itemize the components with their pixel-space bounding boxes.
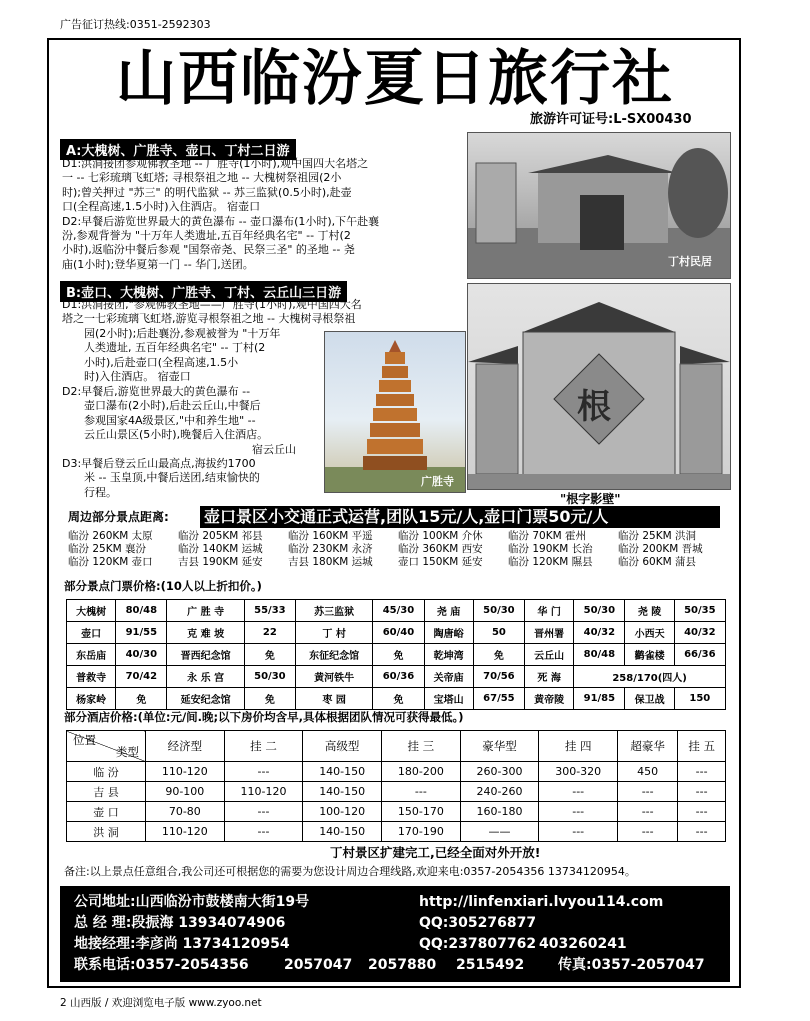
company-address: 公司地址:山西临汾市鼓楼南大街19号 xyxy=(74,894,310,910)
table-cell: --- xyxy=(618,822,678,842)
dingcun-photo xyxy=(467,132,731,279)
tour-b-itinerary-top xyxy=(62,298,462,327)
table-cell: 尧 庙 xyxy=(424,600,473,622)
table-cell: 普救寺 xyxy=(67,666,116,688)
distance-item: 临汾 200KM 晋城 xyxy=(618,543,703,555)
table-cell: 91/55 xyxy=(116,622,167,644)
distance-grid xyxy=(68,530,728,569)
table-cell: 240-260 xyxy=(460,782,539,802)
column-header: 豪华型 xyxy=(460,731,539,762)
contact-row xyxy=(74,934,716,955)
tour-a-line: 汾,参观背誉为 "十万年人类遗址,五百年经典名宅" -- 丁村(2 xyxy=(62,229,351,243)
gen-character: 根 xyxy=(577,387,611,427)
table-row xyxy=(67,802,726,822)
table-cell: 尧 陵 xyxy=(625,600,674,622)
tour-b-line: 塔之一七彩琉璃飞虹塔,游览寻根祭祖之地 -- 大槐树寻根祭祖 xyxy=(62,312,356,326)
qq-number: 403260241 xyxy=(539,936,627,952)
general-manager: 总 经 理:段振海 13934074906 xyxy=(74,915,286,931)
table-cell: 免 xyxy=(373,644,424,666)
table-cell: 洪 洞 xyxy=(67,822,146,842)
table-cell: 60/36 xyxy=(373,666,424,688)
table-cell: 50 xyxy=(473,622,524,644)
distance-item: 临汾 205KM 祁县 xyxy=(178,530,263,542)
qq-number: QQ:237807762 xyxy=(419,936,537,952)
table-cell: 150-170 xyxy=(382,802,461,822)
fax-number: 传真:0357-2057047 xyxy=(558,957,705,973)
distance-item: 吉县 180KM 运城 xyxy=(288,556,373,568)
phone-number: 联系电话:0357-2054356 xyxy=(74,957,249,973)
tour-a-heading: A:大槐树、广胜寺、壶口、丁村二日游 xyxy=(60,139,296,160)
distance-item: 壶口 150KM 延安 xyxy=(398,556,483,568)
license-number: 旅游许可证号:L-SX00430 xyxy=(530,112,692,127)
table-row xyxy=(67,762,726,782)
tour-b-line: D1:洪洞接团,"参观佛教圣地——广胜寺(1小时),观中国四大名 xyxy=(62,298,362,311)
hotel-price-table xyxy=(66,730,726,842)
table-cell: 小西天 xyxy=(625,622,674,644)
table-cell: 140-150 xyxy=(303,782,382,802)
contact-panel xyxy=(60,886,730,982)
tour-b-line: D2:早餐后,游览世界最大的黄色瀑布 -- xyxy=(62,385,251,398)
column-header: 挂 四 xyxy=(539,731,618,762)
gen-screen-photo xyxy=(467,283,731,490)
tickets-heading: 部分景点门票价格:(10人以上折扣价。) xyxy=(64,579,262,593)
table-cell: 临 汾 xyxy=(67,762,146,782)
table-row xyxy=(67,600,726,622)
distance-item: 临汾 160KM 平遥 xyxy=(288,530,373,542)
table-cell: 300-320 xyxy=(539,762,618,782)
table-cell: 80/48 xyxy=(116,600,167,622)
table-cell: 22 xyxy=(244,622,295,644)
table-cell: 壶口 xyxy=(67,622,116,644)
table-cell: 保卫战 xyxy=(625,688,674,710)
distance-item: 临汾 70KM 霍州 xyxy=(508,530,586,542)
table-cell: 免 xyxy=(473,644,524,666)
distance-item: 临汾 120KM 壶口 xyxy=(68,556,153,568)
table-cell: --- xyxy=(618,802,678,822)
table-cell: 黄帝陵 xyxy=(525,688,574,710)
table-cell: 110-120 xyxy=(224,782,303,802)
tour-a-itinerary xyxy=(62,157,462,272)
distance-item: 临汾 230KM 永济 xyxy=(288,543,373,555)
table-cell: 东征纪念馆 xyxy=(296,644,373,666)
table-cell: --- xyxy=(382,782,461,802)
table-row xyxy=(67,666,726,688)
table-cell: 450 xyxy=(618,762,678,782)
table-cell: --- xyxy=(678,762,726,782)
phone-number: 2057880 xyxy=(368,957,437,973)
corner-type-label: 类型 xyxy=(116,745,139,759)
column-header: 高级型 xyxy=(303,731,382,762)
table-cell: 永 乐 宫 xyxy=(167,666,244,688)
table-row xyxy=(67,822,726,842)
page-footer: 2 山西版 / 欢迎浏览电子版 www.zyoo.net xyxy=(60,997,262,1009)
distance-item: 临汾 360KM 西安 xyxy=(398,543,483,555)
distance-row xyxy=(68,543,728,556)
table-cell: 40/30 xyxy=(116,644,167,666)
tour-b-line: 米 -- 玉皇顶,中餐后送团,结束愉快的 xyxy=(84,471,260,485)
distance-item: 临汾 100KM 介休 xyxy=(398,530,483,542)
table-cell: 晋州署 xyxy=(525,622,574,644)
table-cell: 免 xyxy=(116,688,167,710)
table-cell: 258/170(四人) xyxy=(574,666,726,688)
page-title: 山西临汾夏日旅行社 xyxy=(116,44,674,114)
pagoda-illustration xyxy=(325,332,465,492)
tour-a-line: 庙(1小时);登华夏第一门 -- 华门,送团。 xyxy=(62,257,254,271)
distance-item: 临汾 120KM 隰县 xyxy=(508,556,593,568)
table-cell: 55/33 xyxy=(244,600,295,622)
table-cell: 50/35 xyxy=(674,600,725,622)
column-header: 挂 五 xyxy=(678,731,726,762)
table-row xyxy=(67,688,726,710)
table-cell: 110-120 xyxy=(146,762,225,782)
table-cell: 克 难 坡 xyxy=(167,622,244,644)
table-cell: 宝塔山 xyxy=(424,688,473,710)
table-cell: 100-120 xyxy=(303,802,382,822)
table-cell: 黄河铁牛 xyxy=(296,666,373,688)
phone-number: 2515492 xyxy=(456,957,525,973)
table-cell: 260-300 xyxy=(460,762,539,782)
column-header: 经济型 xyxy=(146,731,225,762)
table-cell: 免 xyxy=(244,644,295,666)
tour-b-line: 人类遗址, 五百年经典名宅" -- 丁村(2 xyxy=(84,341,266,355)
table-cell: 70/42 xyxy=(116,666,167,688)
table-cell: 67/55 xyxy=(473,688,524,710)
table-cell: --- xyxy=(618,782,678,802)
pagoda-photo xyxy=(324,331,466,493)
distance-item: 临汾 60KM 蒲县 xyxy=(618,556,696,568)
contact-row xyxy=(74,955,716,976)
contact-row xyxy=(74,913,716,934)
table-cell: 50/30 xyxy=(244,666,295,688)
tour-b-line: 行程。 xyxy=(84,485,117,499)
table-cell: 50/30 xyxy=(574,600,625,622)
table-cell: 140-150 xyxy=(303,762,382,782)
table-cell: 壶 口 xyxy=(67,802,146,822)
tour-b-line: 宿云丘山 xyxy=(252,442,296,456)
table-cell: —— xyxy=(460,822,539,842)
table-cell: 150 xyxy=(674,688,725,710)
contact-row xyxy=(74,892,716,913)
ticket-price-table xyxy=(66,599,726,710)
table-cell: 陶唐峪 xyxy=(424,622,473,644)
table-cell: 吉 县 xyxy=(67,782,146,802)
table-cell: 免 xyxy=(244,688,295,710)
gen-screen-caption: "根字影壁" xyxy=(560,492,621,506)
corner-location-label: 位置 xyxy=(73,733,96,747)
table-cell: 90-100 xyxy=(146,782,225,802)
column-header: 挂 二 xyxy=(224,731,303,762)
table-cell: 华 门 xyxy=(525,600,574,622)
distance-item: 临汾 25KM 洪洞 xyxy=(618,530,696,542)
distance-item: 临汾 140KM 运城 xyxy=(178,543,263,555)
table-cell: 鹳雀楼 xyxy=(625,644,674,666)
table-header-row xyxy=(67,731,726,762)
tour-b-heading: B:壶口、大槐树、广胜寺、丁村、云丘山三日游 xyxy=(60,281,347,302)
table-cell: 大槐树 xyxy=(67,600,116,622)
distance-item: 临汾 25KM 襄汾 xyxy=(68,543,146,555)
ground-manager: 地接经理:李彦尚 13734120954 xyxy=(74,936,290,952)
distance-item: 临汾 190KM 长治 xyxy=(508,543,593,555)
table-cell: 免 xyxy=(373,688,424,710)
table-cell: 延安纪念馆 xyxy=(167,688,244,710)
table-cell: --- xyxy=(224,802,303,822)
table-row xyxy=(67,622,726,644)
hotels-heading: 部分酒店价格:(单位:元/间.晚;以下房价均含早,具体根据团队情况可获得最低。) xyxy=(64,710,464,724)
tour-b-itinerary-mid xyxy=(84,327,324,385)
pagoda-caption: 广胜寺 xyxy=(421,475,454,488)
table-cell: --- xyxy=(539,782,618,802)
table-cell: 160-180 xyxy=(460,802,539,822)
table-cell: --- xyxy=(678,782,726,802)
table-cell: 杨家岭 xyxy=(67,688,116,710)
table-row xyxy=(67,644,726,666)
table-cell: 东岳庙 xyxy=(67,644,116,666)
table-cell: 140-150 xyxy=(303,822,382,842)
tour-b-line: 园(2小时);后赴襄汾,参观被誉为 "十万年 xyxy=(84,327,281,340)
table-cell: 乾坤湾 xyxy=(424,644,473,666)
table-cell: 110-120 xyxy=(146,822,225,842)
table-cell: --- xyxy=(224,762,303,782)
table-cell: 66/36 xyxy=(674,644,725,666)
table-cell: 91/85 xyxy=(574,688,625,710)
table-cell: 80/48 xyxy=(574,644,625,666)
tour-b-line: 壶口瀑布(2小时),后赴云丘山,中餐后 xyxy=(84,399,261,413)
tour-a-line: 小时),返临汾中餐后参观 "国祭帝尧、民祭三圣" 的圣地 -- 尧 xyxy=(62,243,355,257)
tour-b-line: D3:早餐后登云丘山最高点,海拔约1700 xyxy=(62,457,256,471)
table-cell: 枣 园 xyxy=(296,688,373,710)
table-cell: 死 海 xyxy=(525,666,574,688)
table-cell: 40/32 xyxy=(674,622,725,644)
dingcun-caption: 丁村民居 xyxy=(668,255,712,268)
tour-b-line: 参观国家4A级景区,"中和养生地" -- xyxy=(84,413,256,427)
tour-a-line: 一 -- 七彩琉璃飞虹塔; 寻根祭祖之地 -- 大槐树祭祖园(2小 xyxy=(62,171,342,185)
table-cell: 70-80 xyxy=(146,802,225,822)
table-cell: 60/40 xyxy=(373,622,424,644)
tour-b-line: 云丘山景区(5小时),晚餐后入住酒店。 xyxy=(84,428,269,442)
ad-hotline: 广告征订热线:0351-2592303 xyxy=(60,18,211,31)
tour-b-line: 时)入住酒店。 宿壶口 xyxy=(84,370,191,384)
table-corner-cell xyxy=(67,731,146,762)
table-cell: 40/32 xyxy=(574,622,625,644)
distance-item: 吉县 190KM 延安 xyxy=(178,556,263,568)
tour-a-line: D1:洪洞接团参观佛教圣地 -- 广胜寺(1小时),观中国四大名塔之 xyxy=(62,157,369,170)
distance-heading: 周边部分景点距离: xyxy=(68,510,169,524)
column-header: 超豪华 xyxy=(618,731,678,762)
remark-note: 备注:以上景点任意组合,我公司还可根据您的需要为您设计周边合理线路,欢迎来电:0357-2054356 13734120954。 xyxy=(64,865,636,878)
qq-number: QQ:305276877 xyxy=(419,915,537,931)
table-cell: 45/30 xyxy=(373,600,424,622)
tour-b-itinerary-bottom xyxy=(62,385,322,500)
table-cell: --- xyxy=(678,822,726,842)
tour-a-line: 口(全程高速,1.5小时)入住酒店。 宿壶口 xyxy=(62,200,261,214)
table-row xyxy=(67,782,726,802)
table-cell: --- xyxy=(539,802,618,822)
table-cell: 关帝庙 xyxy=(424,666,473,688)
table-cell: 50/30 xyxy=(473,600,524,622)
tour-b-line: 小时),后赴壶口(全程高速,1.5小 xyxy=(84,355,239,369)
column-header: 挂 三 xyxy=(382,731,461,762)
table-cell: --- xyxy=(539,822,618,842)
table-cell: 丁 村 xyxy=(296,622,373,644)
website-link[interactable]: http://linfenxiari.lvyou114.com xyxy=(419,894,664,910)
transport-promo-banner: 壶口景区小交通正式运营,团队15元/人,壶口门票50元/人 xyxy=(200,506,720,528)
table-cell: --- xyxy=(678,802,726,822)
tour-a-line: D2:早餐后游览世界最大的黄色瀑布 -- 壶口瀑布(1小时),下午赴襄 xyxy=(62,214,380,228)
table-cell: 晋西纪念馆 xyxy=(167,644,244,666)
distance-row xyxy=(68,530,728,543)
table-cell: 广 胜 寺 xyxy=(167,600,244,622)
dingcun-notice: 丁村景区扩建完工,已经全面对外开放! xyxy=(330,845,541,860)
table-cell: 180-200 xyxy=(382,762,461,782)
table-cell: --- xyxy=(224,822,303,842)
table-cell: 170-190 xyxy=(382,822,461,842)
distance-row xyxy=(68,556,728,569)
table-cell: 云丘山 xyxy=(525,644,574,666)
table-cell: 70/56 xyxy=(473,666,524,688)
distance-item: 临汾 260KM 太原 xyxy=(68,530,153,542)
table-cell: 苏三监狱 xyxy=(296,600,373,622)
tour-a-line: 时);曾关押过 "苏三" 的明代监狱 -- 苏三监狱(0.5小时),赴壶 xyxy=(62,185,352,199)
phone-number: 2057047 xyxy=(284,957,353,973)
